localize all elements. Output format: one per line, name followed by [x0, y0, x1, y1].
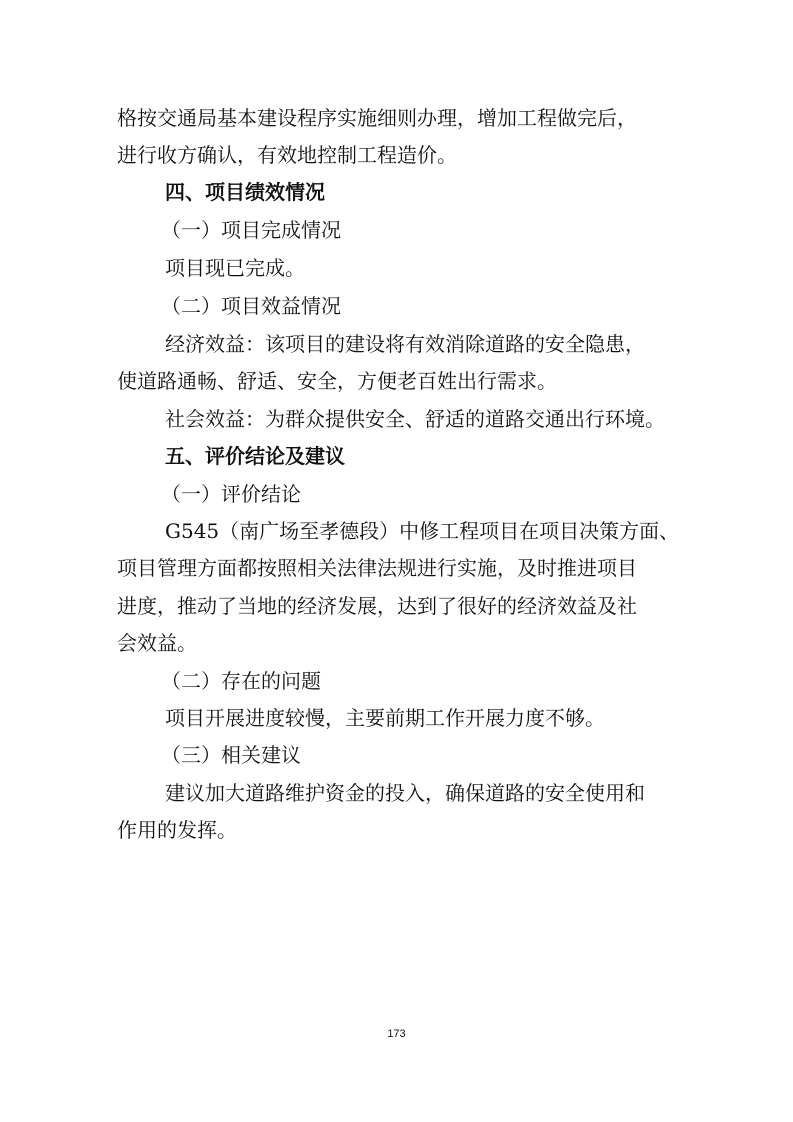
paragraph-line: G545（南广场至孝德段）中修工程项目在项目决策方面、 — [165, 519, 680, 543]
paragraph-line: 项目现已完成。 — [165, 256, 305, 280]
paragraph-line: 社会效益：为群众提供安全、舒适的道路交通出行环境。 — [165, 407, 665, 431]
paragraph-line: 建议加大道路维护资金的投入，确保道路的安全使用和 — [165, 781, 645, 805]
paragraph-line: 进度，推动了当地的经济发展，达到了很好的经济效益及社 — [117, 594, 637, 618]
subsection-heading: （一）评价结论 — [161, 482, 301, 506]
paragraph-line: 项目开展进度较慢，主要前期工作开展力度不够。 — [165, 706, 605, 730]
paragraph-line: 进行收方确认，有效地控制工程造价。 — [117, 143, 457, 167]
subsection-heading: （二）存在的问题 — [161, 669, 321, 693]
section-heading: 五、评价结论及建议 — [165, 444, 345, 468]
page-number: 173 — [387, 1028, 406, 1040]
paragraph-line: 项目管理方面都按照相关法律法规进行实施，及时推进项目 — [117, 556, 637, 580]
subsection-heading: （一）项目完成情况 — [161, 218, 341, 242]
paragraph-line: 经济效益：该项目的建设将有效消除道路的安全隐患， — [165, 332, 645, 356]
paragraph-line: 格按交通局基本建设程序实施细则办理，增加工程做完后， — [117, 106, 637, 130]
subsection-heading: （二）项目效益情况 — [161, 294, 341, 318]
paragraph-line: 使道路通畅、舒适、安全，方便老百姓出行需求。 — [117, 369, 557, 393]
subsection-heading: （三）相关建议 — [161, 743, 301, 767]
paragraph-line: 作用的发挥。 — [117, 818, 237, 842]
section-heading: 四、项目绩效情况 — [165, 180, 325, 204]
paragraph-line: 会效益。 — [117, 631, 197, 655]
